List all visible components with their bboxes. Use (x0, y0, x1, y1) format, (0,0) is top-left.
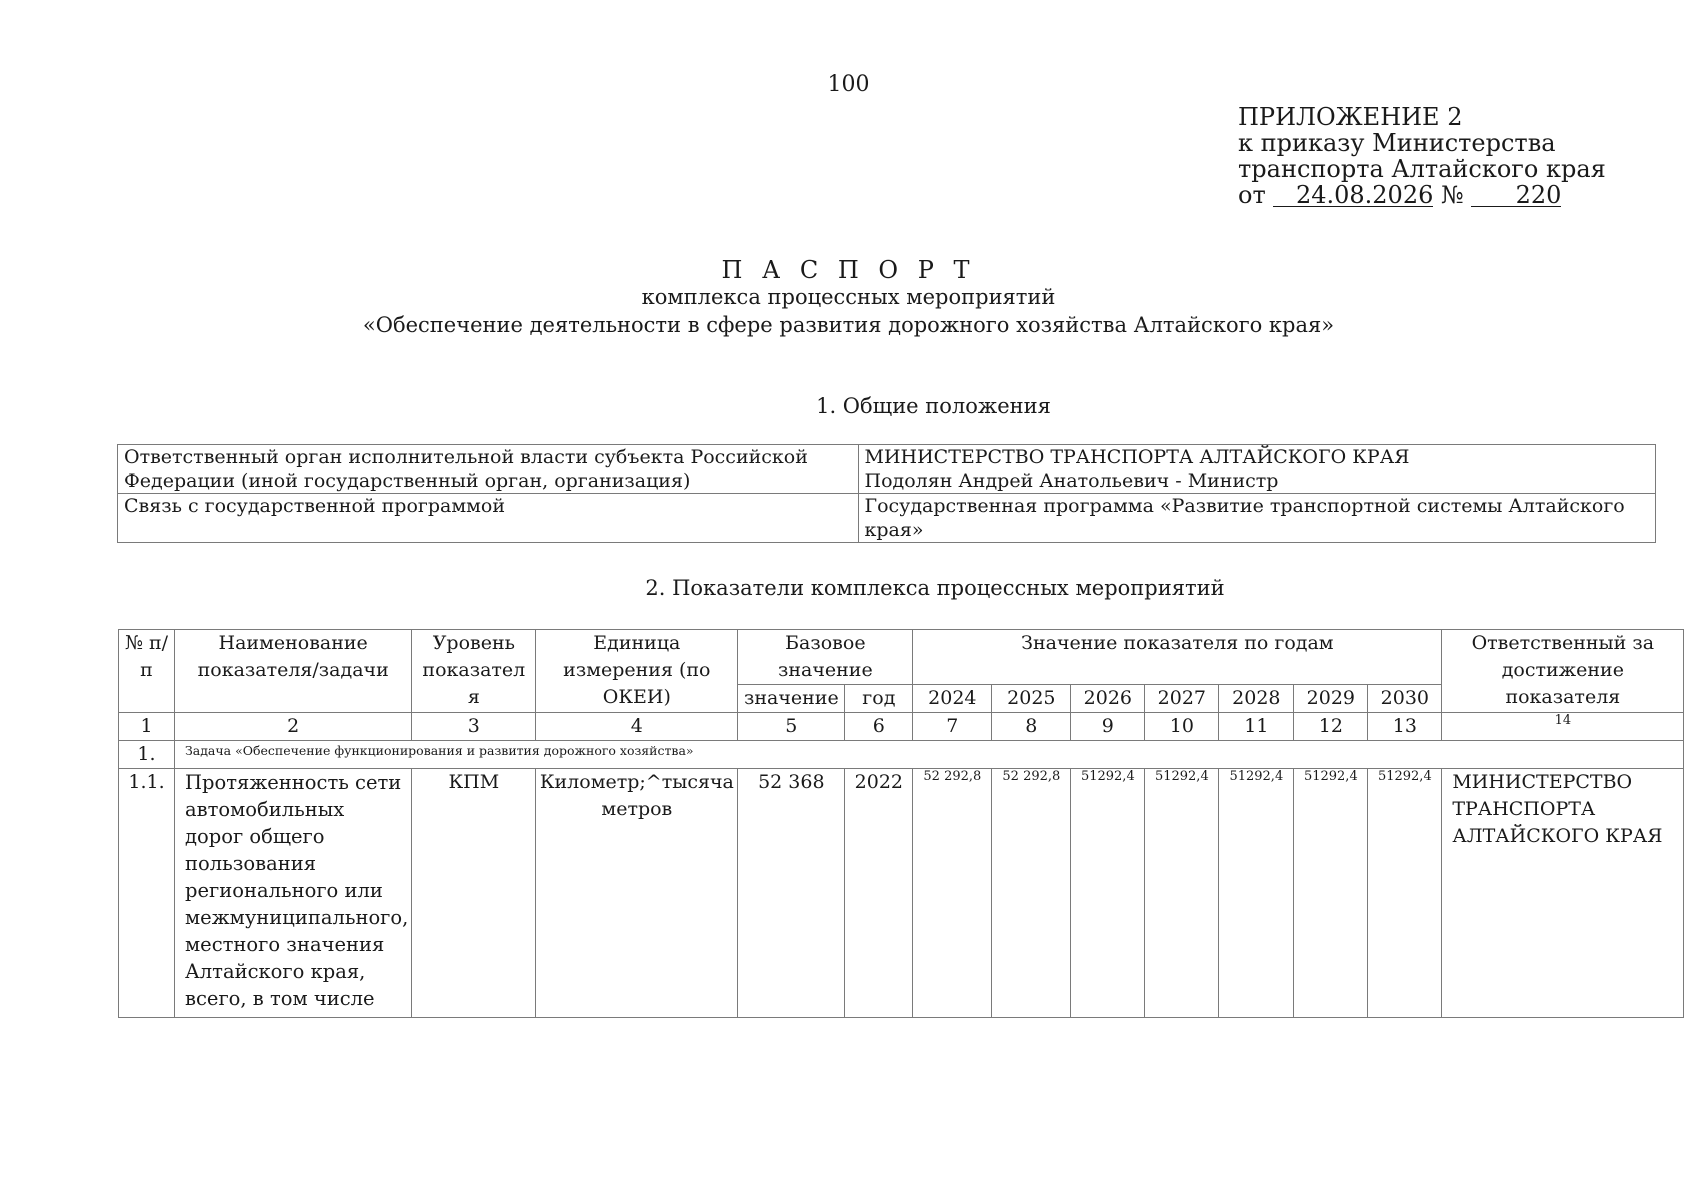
passport-title: П А С П О Р Т (721, 256, 976, 284)
general-provisions-table (117, 444, 1656, 543)
appendix-order-line (1238, 182, 1606, 208)
appendix-line-2: транспорта Алтайского края (1238, 155, 1606, 183)
column-number: 5 (738, 713, 845, 741)
general-row-label: Связь с государственной программой (118, 494, 859, 543)
header-year: 2027 (1145, 685, 1219, 713)
indicator-name: Протяженность сети автомобильных дорог общего пользования регионального или межмуниципального, местного значения Алтайского края, всего, в том числе (175, 769, 412, 1018)
appendix-title: ПРИЛОЖЕНИЕ 2 (1238, 103, 1463, 131)
appendix-line-1: к приказу Министерства (1238, 129, 1556, 157)
header-year: 2026 (1071, 685, 1145, 713)
appendix-number-sign: № (1441, 181, 1464, 209)
indicator-row (119, 769, 1684, 1018)
column-number: 11 (1219, 713, 1294, 741)
indicator-num: 1.1. (119, 769, 175, 1018)
header-year: 2024 (913, 685, 992, 713)
indicator-value: 51292,4 (1219, 769, 1294, 1018)
column-number: 10 (1145, 713, 1219, 741)
section-1-title: 1. Общие положения (816, 394, 1051, 418)
column-number: 13 (1368, 713, 1442, 741)
header-name: Наименование показателя/задачи (175, 630, 412, 713)
column-number: 3 (412, 713, 536, 741)
appendix-from-prefix: от (1238, 181, 1266, 209)
general-row (118, 494, 1656, 543)
indicator-unit: Километр;^тысяча метров (536, 769, 738, 1018)
indicator-responsible: МИНИСТЕРСТВО ТРАНСПОРТА АЛТАЙСКОГО КРАЯ (1442, 769, 1684, 1018)
general-row-value (858, 445, 1655, 494)
header-year: 2025 (992, 685, 1071, 713)
task-row (119, 741, 1684, 769)
header-year: 2029 (1294, 685, 1368, 713)
header-base-value: значение (738, 685, 845, 713)
task-num: 1. (119, 741, 175, 769)
header-year: 2030 (1368, 685, 1442, 713)
indicator-value: 52 292,8 (992, 769, 1071, 1018)
header-num: № п/п (119, 630, 175, 713)
responsible-person: Подолян Андрей Анатольевич - Министр (864, 470, 1279, 492)
column-number: 12 (1294, 713, 1368, 741)
indicator-level: КПМ (412, 769, 536, 1018)
indicator-base-year: 2022 (845, 769, 913, 1018)
appendix-block (1238, 104, 1606, 208)
header-level: Уровень показател я (412, 630, 536, 713)
general-row (118, 445, 1656, 494)
header-year: 2028 (1219, 685, 1294, 713)
header-base: Базовое значение (738, 630, 913, 685)
indicator-value: 51292,4 (1145, 769, 1219, 1018)
general-row-value: Государственная программа «Развитие транспортной системы Алтайского края» (858, 494, 1655, 543)
column-number: 2 (175, 713, 412, 741)
passport-complex-name: «Обеспечение деятельности в сфере развития дорожного хозяйства Алтайского края» (362, 313, 1335, 337)
general-row-label: Ответственный орган исполнительной власти субъекта Российской Федерации (иной государственный орган, организация) (118, 445, 859, 494)
column-number: 14 (1442, 713, 1684, 741)
column-number: 1 (119, 713, 175, 741)
page-number: 100 (827, 72, 870, 97)
header-responsible: Ответственный за достижение показателя (1442, 630, 1684, 713)
indicator-value: 51292,4 (1071, 769, 1145, 1018)
indicator-value: 51292,4 (1368, 769, 1442, 1018)
indicators-table (118, 629, 1684, 1018)
column-number: 7 (913, 713, 992, 741)
column-number: 8 (992, 713, 1071, 741)
indicator-value: 52 292,8 (913, 769, 992, 1018)
indicator-base-value: 52 368 (738, 769, 845, 1018)
appendix-date: 24.08.2026 (1273, 184, 1433, 207)
column-number-row (119, 713, 1684, 741)
passport-subtitle: комплекса процессных мероприятий (641, 285, 1056, 309)
header-by-years: Значение показателя по годам (913, 630, 1442, 685)
header-base-year: год (845, 685, 913, 713)
task-text: Задача «Обеспечение функционирования и развития дорожного хозяйства» (175, 741, 1684, 769)
header-row (119, 630, 1684, 685)
column-number: 6 (845, 713, 913, 741)
header-unit: Единица измерения (по ОКЕИ) (536, 630, 738, 713)
appendix-number: 220 (1471, 184, 1561, 207)
indicator-value: 51292,4 (1294, 769, 1368, 1018)
section-2-title: 2. Показатели комплекса процессных мероприятий (645, 576, 1225, 600)
column-number: 9 (1071, 713, 1145, 741)
column-number: 4 (536, 713, 738, 741)
responsible-org: МИНИСТЕРСТВО ТРАНСПОРТА АЛТАЙСКОГО КРАЯ (864, 446, 1410, 468)
